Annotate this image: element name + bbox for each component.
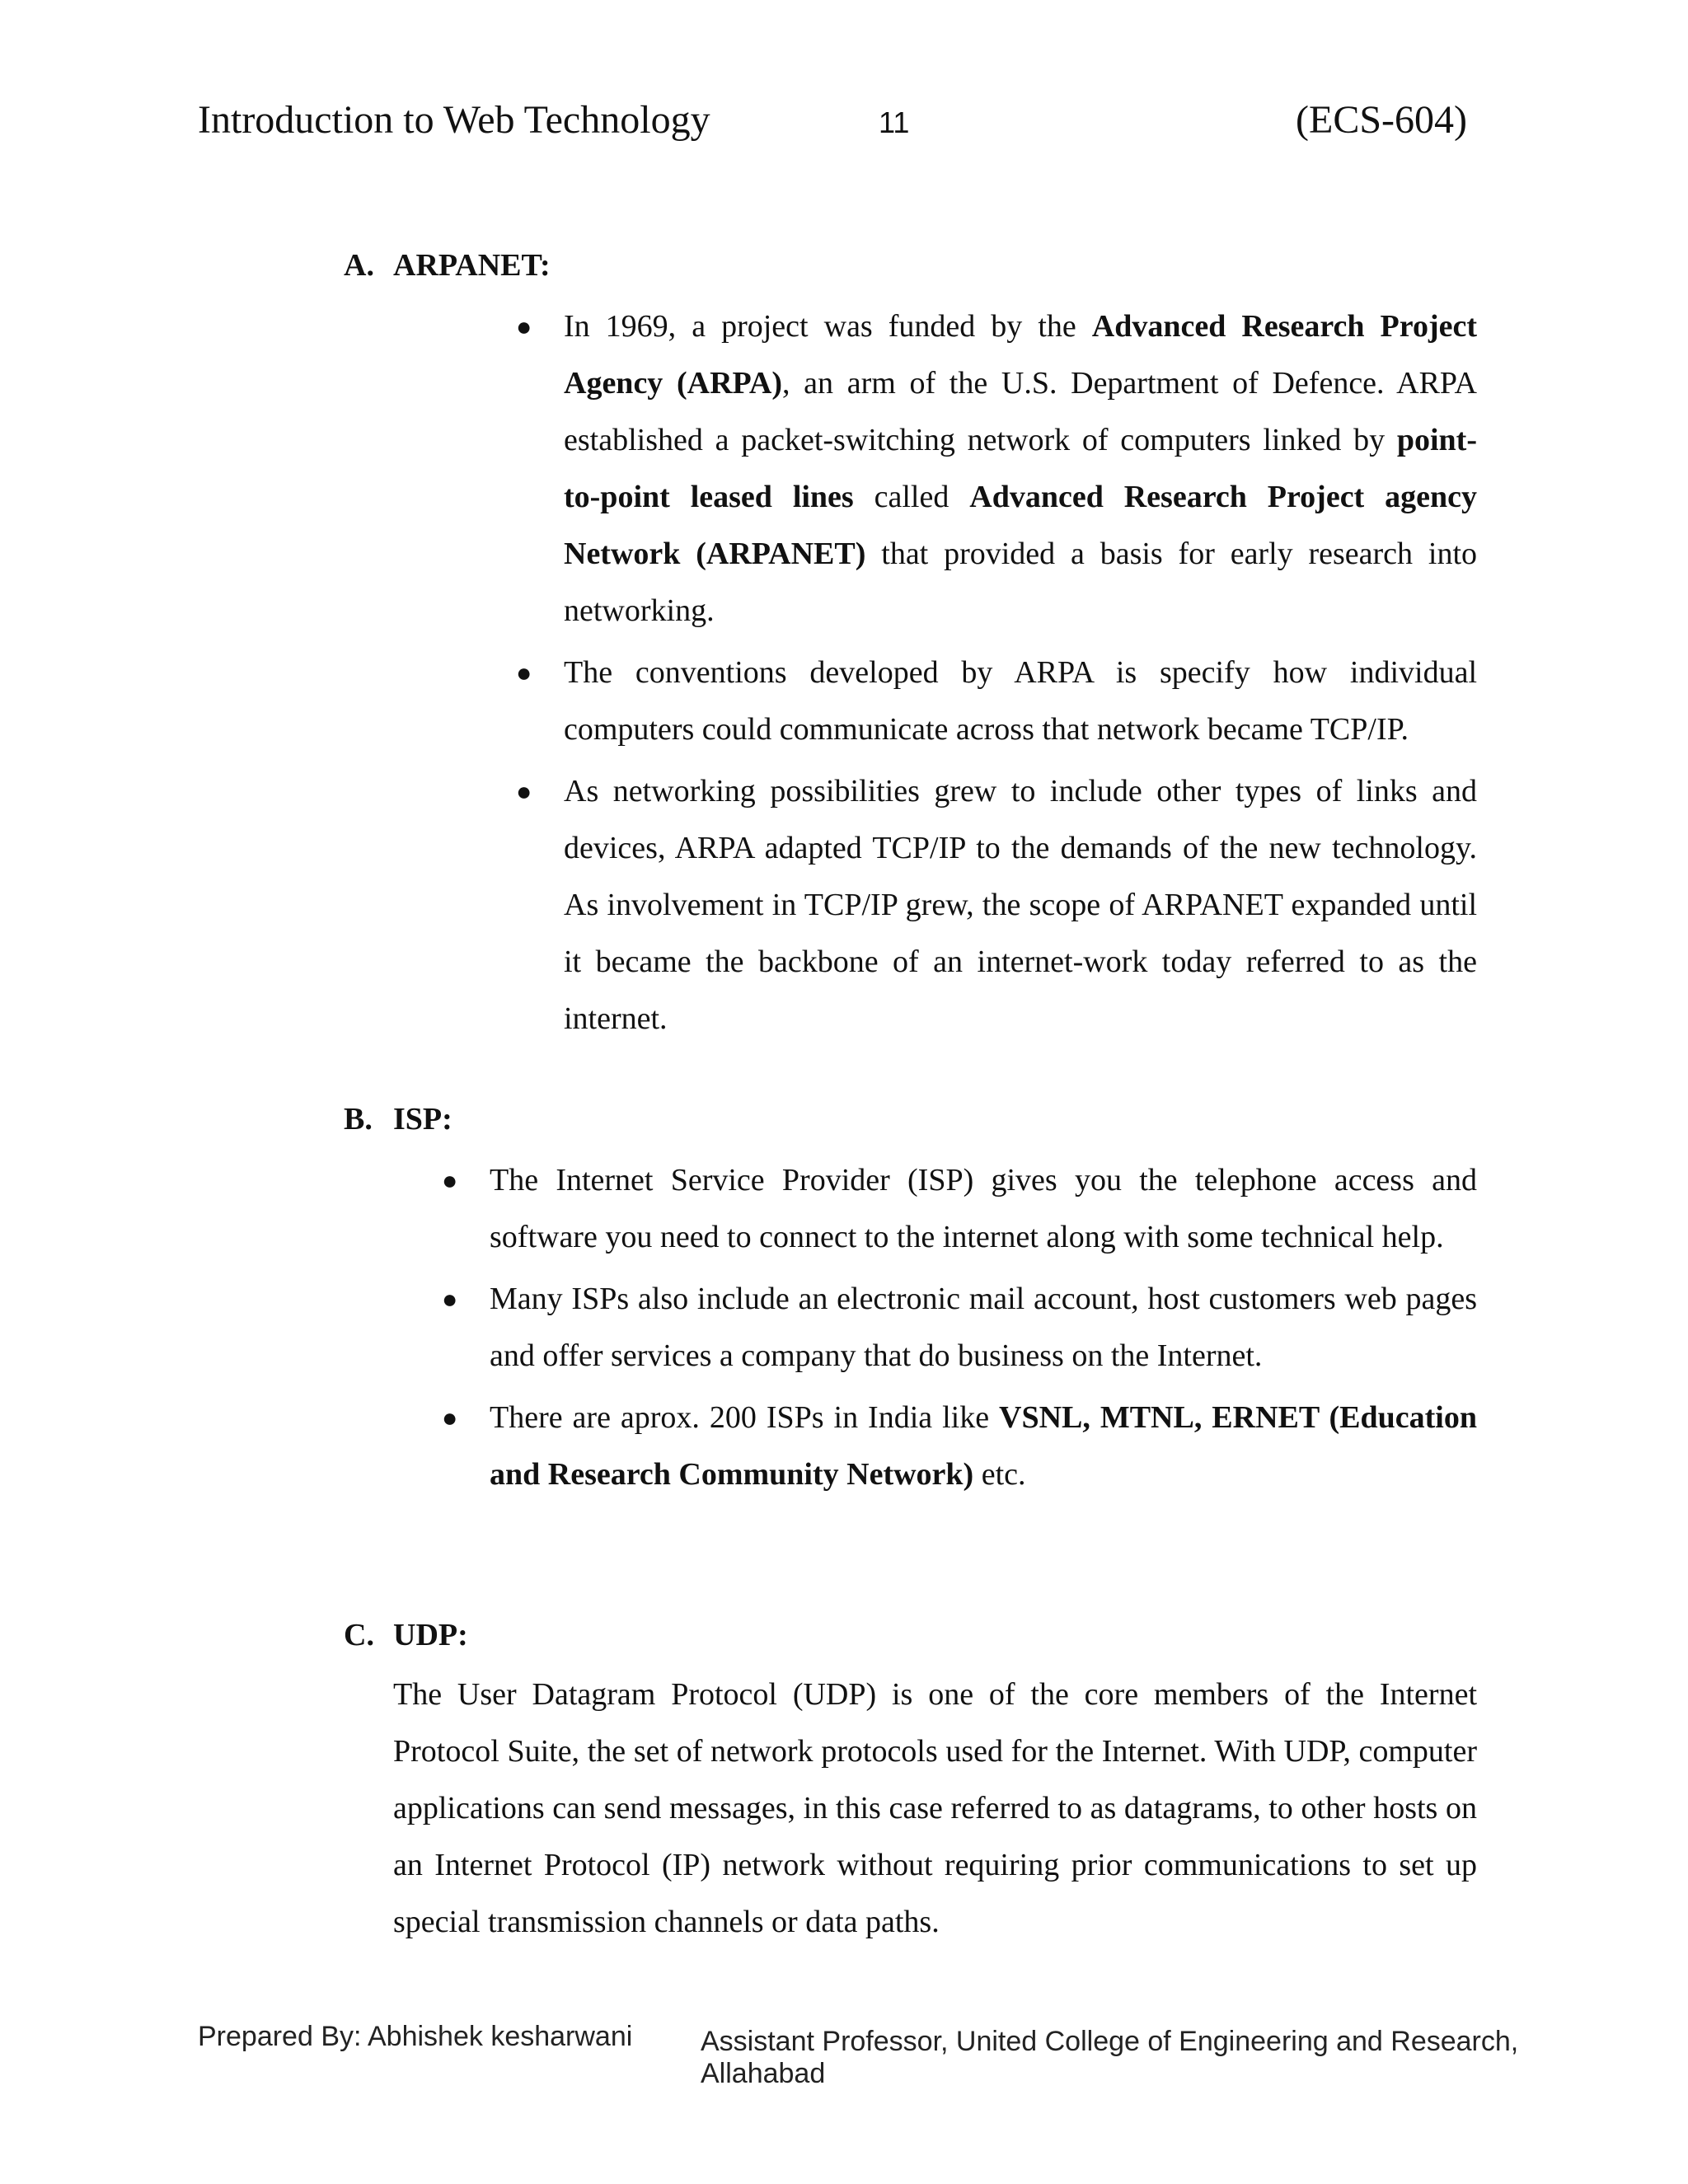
bullet-icon: ● — [442, 1284, 458, 1314]
section-letter: A. — [344, 248, 374, 283]
list-item: ● The conventions developed by ARPA is specify how individual computers could communicate across that network became TCP/IP. — [564, 644, 1477, 758]
footer-author: Prepared By: Abhishek kesharwani — [198, 2021, 633, 2052]
section-title: ISP: — [393, 1102, 452, 1137]
bullet-icon: ● — [442, 1403, 458, 1432]
section-title: UDP: — [393, 1618, 468, 1652]
course-code: (ECS-604) — [1296, 98, 1467, 142]
list-item: ● In 1969, a project was funded by the Advanced Research Project Agency (ARPA), an arm of the U.S. Department of Defence. ARPA established a packet-switching network of computers linked by point-to-point leased lines called Advanced Research Project agency Network (ARPANET) that provided a basis for early research into networking. — [564, 298, 1477, 640]
bullet-icon: ● — [516, 776, 532, 806]
list-item: ● There are aprox. 200 ISPs in India like VSNL, MTNL, ERNET (Education and Research Community Network) etc. — [490, 1390, 1477, 1503]
section-letter: C. — [344, 1618, 374, 1652]
section-title: ARPANET: — [393, 248, 551, 283]
section-heading-udp — [344, 1617, 468, 1653]
footer-affiliation: Assistant Professor, United College of Engineering and Research, Allahabad — [701, 2026, 1519, 2089]
list-item: ● The Internet Service Provider (ISP) gives you the telephone access and software you need to connect to the internet along with some technical help. — [490, 1152, 1477, 1266]
list-item: ● Many ISPs also include an electronic mail account, host customers web pages and offer services a company that do business on the Internet. — [490, 1271, 1477, 1385]
list-item: ● As networking possibilities grew to include other types of links and devices, ARPA adapted TCP/IP to the demands of the new technology. As involvement in TCP/IP grew, the scope of ARPANET expanded until it became the backbone of an internet-work today referred to as the internet. — [564, 763, 1477, 1047]
section-heading-isp — [344, 1101, 452, 1137]
section-letter: B. — [344, 1102, 373, 1137]
page-header — [198, 97, 1467, 155]
section-heading-arpanet — [344, 247, 551, 284]
arpanet-bullet-list — [516, 298, 1477, 1052]
bullet-icon: ● — [516, 312, 532, 341]
page-number: 11 — [879, 105, 910, 139]
udp-paragraph: The User Datagram Protocol (UDP) is one of the core members of the Internet Protocol Suite, the set of network protocols used for the Internet. With UDP, computer applications can send messages, in this case referred to as datagrams, to other hosts on an Internet Protocol (IP) network without requiring prior communications to set up special transmission channels or data paths. — [393, 1677, 1477, 1939]
bullet-icon: ● — [516, 658, 532, 687]
isp-bullet-list — [442, 1152, 1477, 1508]
document-title: Introduction to Web Technology — [198, 98, 710, 142]
bullet-icon: ● — [442, 1165, 458, 1195]
